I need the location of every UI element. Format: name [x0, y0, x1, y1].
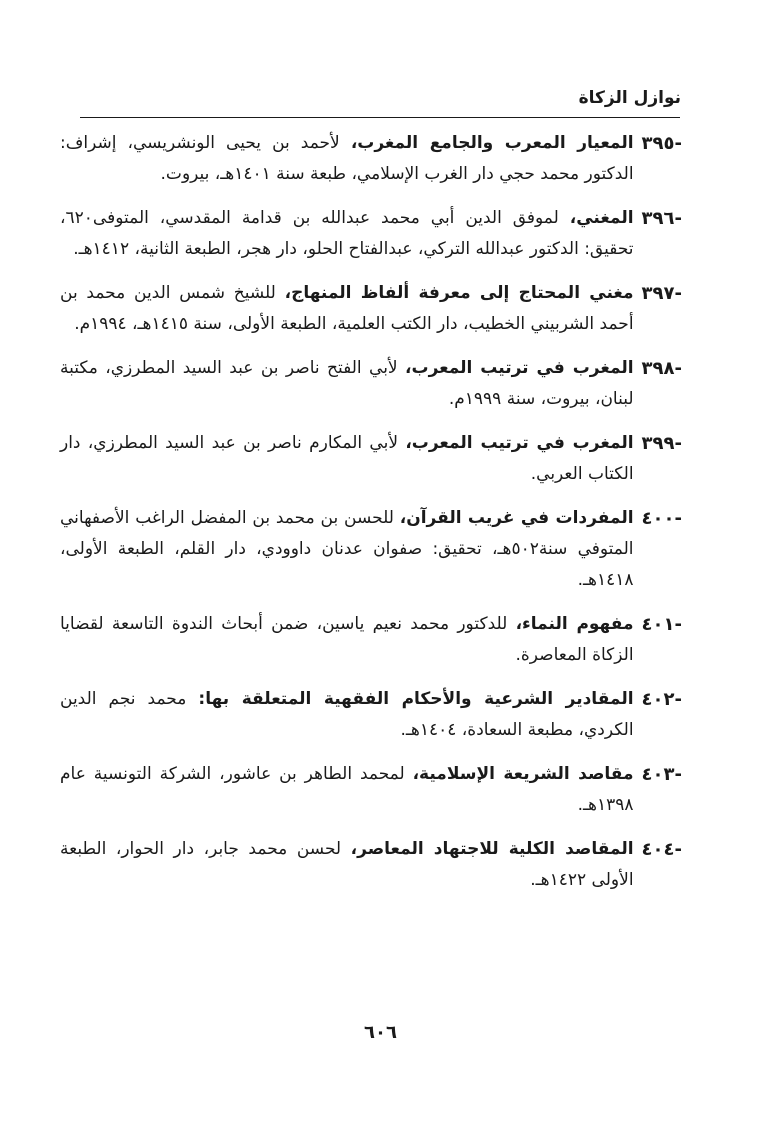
entry-number: ٣٩٥-	[641, 133, 682, 154]
bibliography-entry	[60, 128, 682, 190]
entry-title: المعيار المعرب والجامع المغرب،	[350, 133, 634, 153]
entry-title: المغرب في ترتيب المعرب،	[405, 433, 634, 453]
entry-number: ٣٩٧-	[641, 283, 682, 304]
header-divider	[80, 117, 680, 118]
entry-details: لأبي الفتح ناصر بن عبد السيد المطرزي، مكتبة لبنان، بيروت، سنة ١٩٩٩م.	[60, 358, 634, 409]
entry-text	[60, 278, 634, 340]
entry-title: مغني المحتاج إلى معرفة ألفاظ المنهاج،	[284, 283, 634, 303]
bibliography-entry	[60, 503, 682, 596]
entry-number: ٣٩٩-	[641, 433, 682, 454]
entry-number: ٤٠٠-	[641, 508, 682, 529]
entry-title: المفردات في غريب القرآن،	[399, 508, 634, 528]
bibliography-entry	[60, 759, 682, 821]
entry-title: المغني،	[569, 208, 634, 228]
bibliography-entry	[60, 684, 682, 746]
entry-details: لأبي المكارم ناصر بن عبد السيد المطرزي، دار الكتاب العربي.	[60, 433, 634, 484]
bibliography-list	[60, 128, 682, 909]
bibliography-entry	[60, 278, 682, 340]
bibliography-entry	[60, 203, 682, 265]
entry-number: ٤٠٤-	[641, 839, 682, 860]
entry-details: للشيخ شمس الدين محمد بن أحمد الشربيني الخطيب، دار الكتب العلمية، الطبعة الأولى، سنة ١٤١٥هـ، ١٩٩٤م.	[60, 283, 634, 334]
entry-details: لحسن محمد جابر، دار الحوار، الطبعة الأولى ١٤٢٢هـ.	[60, 839, 634, 890]
entry-number: ٤٠٢-	[641, 689, 682, 710]
bibliography-entry	[60, 353, 682, 415]
entry-title: مقاصد الشريعة الإسلامية،	[412, 764, 634, 784]
entry-text	[60, 759, 634, 821]
entry-details: لمحمد الطاهر بن عاشور، الشركة التونسية عام ١٣٩٨هـ.	[60, 764, 634, 815]
entry-details: للحسن بن محمد بن المفضل الراغب الأصفهاني المتوفي سنة٥٠٢هـ، تحقيق: صفوان عدنان داوودي، دار القلم، الطبعة الأولى، ١٤١٨هـ.	[60, 508, 634, 590]
entry-details: لأحمد بن يحيى الونشريسي، إشراف: الدكتور محمد حجي دار الغرب الإسلامي، طبعة سنة ١٤٠١هـ، بيروت.	[60, 133, 634, 184]
entry-text	[60, 609, 634, 671]
entry-title: مفهوم النماء،	[515, 614, 634, 634]
entry-text	[60, 834, 634, 896]
entry-number: ٣٩٨-	[641, 358, 682, 379]
entry-text	[60, 684, 634, 746]
entry-text	[60, 428, 634, 490]
entry-title: المقادير الشرعية والأحكام الفقهية المتعلقة بها:	[198, 689, 634, 709]
bibliography-entry	[60, 834, 682, 896]
bibliography-entry	[60, 428, 682, 490]
entry-number: ٣٩٦-	[641, 208, 682, 229]
entry-details: محمد نجم الدين الكردي، مطبعة السعادة، ١٤٠٤هـ.	[60, 689, 634, 740]
entry-text	[60, 203, 634, 265]
entry-details: للدكتور محمد نعيم ياسين، ضمن أبحاث الندوة التاسعة لقضايا الزكاة المعاصرة.	[60, 614, 634, 665]
running-header: نوازل الزكاة	[578, 88, 681, 108]
entry-number: ٤٠١-	[641, 614, 682, 635]
entry-text	[60, 353, 634, 415]
entry-title: المغرب في ترتيب المعرب،	[405, 358, 634, 378]
entry-title: المقاصد الكلية للاجتهاد المعاصر،	[350, 839, 634, 859]
entry-text	[60, 128, 634, 190]
entry-number: ٤٠٣-	[641, 764, 682, 785]
entry-text	[60, 503, 634, 596]
entry-details: لموفق الدين أبي محمد عبدالله بن قدامة المقدسي، المتوفى٦٢٠، تحقيق: الدكتور عبدالله التركي، عبدالفتاح الحلو، دار هجر، الطبعة الثانية، ١٤١٢هـ.	[60, 208, 634, 259]
page-number: ٦٠٦	[364, 1022, 397, 1043]
bibliography-entry	[60, 609, 682, 671]
